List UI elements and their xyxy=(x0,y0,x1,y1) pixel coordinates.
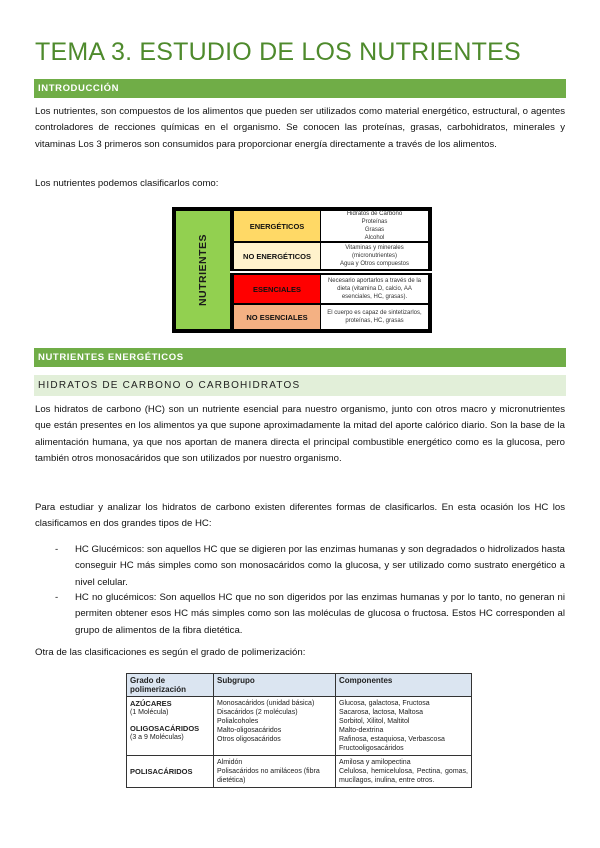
hc-paragraph: Los hidratos de carbono (HC) son un nutriente esencial para nuestro organismo, junto con otros macro y micronutrientes que están presentes en los alimentos ya que supone aproximadamente la mitad del aporte calórico diario. Son la base de la alimentación humana, ya que nos aportan de manera directa el principal combustible energético como es la glucosa, pero también otros monosacáridos que son utilizados por nuestro organismo. xyxy=(35,404,565,465)
polymerization-table xyxy=(126,673,472,788)
intro-paragraph: Los nutrientes, son compuestos de los alimentos que pueden ser utilizados como material energético, estructural, o agentes controladores de recciones químicas en el organismo. Se conocen las proteínas, grasas, carbohidratos, minerales y vitaminas Los 3 primeros son consumidos para proporcionar energía directamente a través de los alimentos. xyxy=(35,106,565,150)
component: Sorbitol, Xilitol, Maltitol xyxy=(339,718,410,725)
diagram-root xyxy=(176,211,230,329)
table-row xyxy=(127,756,472,788)
table-header: Subgrupo xyxy=(214,674,336,697)
subgroup: Polialcoholes xyxy=(217,718,259,725)
component: Amilosa y amilopectina xyxy=(339,759,411,766)
diagram-desc-esenciales: Necesario aportarlos a través de la dieta (vitamina D, calcio, AA esenciales, HC, grasas). xyxy=(321,275,428,303)
subgroup: Otros oligosacáridos xyxy=(217,736,281,743)
diagram-desc-no-esenciales: El cuerpo es capaz de sintetizarlos, proteínas, HC, grasas xyxy=(321,305,428,329)
subsection-header-carbohidratos: HIDRATOS DE CARBONO O CARBOHIDRATOS xyxy=(34,375,566,396)
table-header: Grado de polimerización xyxy=(127,674,214,697)
group-label: AZÚCARES xyxy=(130,699,172,708)
component: Sacarosa, lactosa, Maltosa xyxy=(339,709,424,716)
section-header-introduccion: INTRODUCCIÓN xyxy=(34,79,566,98)
page-title: TEMA 3. ESTUDIO DE LOS NUTRIENTES xyxy=(35,38,521,66)
diagram-label-no-energeticos: NO ENERGÉTICOS xyxy=(234,243,320,269)
diagram-root-label: NUTRIENTES xyxy=(197,233,209,307)
subgroup: Monosacáridos (unidad básica) xyxy=(217,700,315,707)
section-header-energeticos: NUTRIENTES ENERGÉTICOS xyxy=(34,348,566,367)
list-item-text: HC no glucémicos: Son aquellos HC que no son digeridos por las enzimas humanas y por lo tanto, no generan ni permiten obtener esos HC más simples como son las moléculas de glucosa o fructosa. Estos HC corresponden al grupo de alimentos de la fibra dietética. xyxy=(75,592,565,636)
table-header: Componentes xyxy=(336,674,472,697)
diagram-desc-no-energeticos: Vitaminas y minerales (micronutrientes) Agua y Otros compuestos xyxy=(321,243,428,269)
table-row xyxy=(127,697,472,756)
diagram-label-esenciales: ESENCIALES xyxy=(234,275,320,303)
list-item: - HC Glucémicos: son aquellos HC que se digieren por las enzimas humanas y son degradados o hidrolizados hasta conseguir HC más simples como son monosacáridos como la glucosa, y ser utilizado como sustrato energético a nivel celular. xyxy=(55,544,565,588)
diagram-label-no-esenciales: NO ESENCIALES xyxy=(234,305,320,329)
diagram-label-energeticos: ENERGÉTICOS xyxy=(234,211,320,241)
subgroup: Disacáridos (2 moléculas) xyxy=(217,709,298,716)
list-item-text: HC Glucémicos: son aquellos HC que se digieren por las enzimas humanas y son degradados o hidrolizados hasta conseguir HC más simples como son monosacáridos como la glucosa, y ser utilizado como sustrato energético a nivel celular. xyxy=(75,544,565,588)
subgroup: Almidón xyxy=(217,759,243,766)
group-sub: (1 Molécula) xyxy=(130,709,169,716)
component: Fructooligosacáridos xyxy=(339,745,404,752)
component: Rafinosa, estaquiosa, Verbascosa xyxy=(339,736,445,743)
component: Celulosa, hemicelulosa, Pectina, gomas, mucílagos, inulina, entre otros. xyxy=(339,768,468,784)
component: Glucosa, galactosa, Fructosa xyxy=(339,700,430,707)
polymerization-intro: Otra de las clasificaciones es según el grado de polimerización: xyxy=(35,647,306,658)
group-sub: (3 a 9 Moléculas) xyxy=(130,734,184,741)
group-label: OLIGOSACÁRIDOS xyxy=(130,724,200,733)
intro-classify-text: Los nutrientes podemos clasificarlos como: xyxy=(35,178,219,189)
diagram-desc-energeticos: Hidratos de Carbono Proteínas Grasas Alcohol xyxy=(321,211,428,241)
group-label: POLISACÁRIDOS xyxy=(130,767,193,776)
nutrients-diagram xyxy=(172,207,432,333)
hc-classify-paragraph: Para estudiar y analizar los hidratos de carbono existen diferentes formas de clasificarlos. En esta ocasión los HC los clasificamos en dos grandes tipos de HC: xyxy=(35,502,565,530)
component: Malto-dextrina xyxy=(339,727,384,734)
subgroup: Polisacáridos no amiláceos (fibra dietética) xyxy=(217,768,320,784)
list-item: - HC no glucémicos: Son aquellos HC que no son digeridos por las enzimas humanas y por lo tanto, no generan ni permiten obtener esos HC más simples como son las moléculas de glucosa o fructosa. Estos HC corresponden al grupo de alimentos de la fibra dietética. xyxy=(55,592,565,636)
subgroup: Malto-oligosacáridos xyxy=(217,727,282,734)
